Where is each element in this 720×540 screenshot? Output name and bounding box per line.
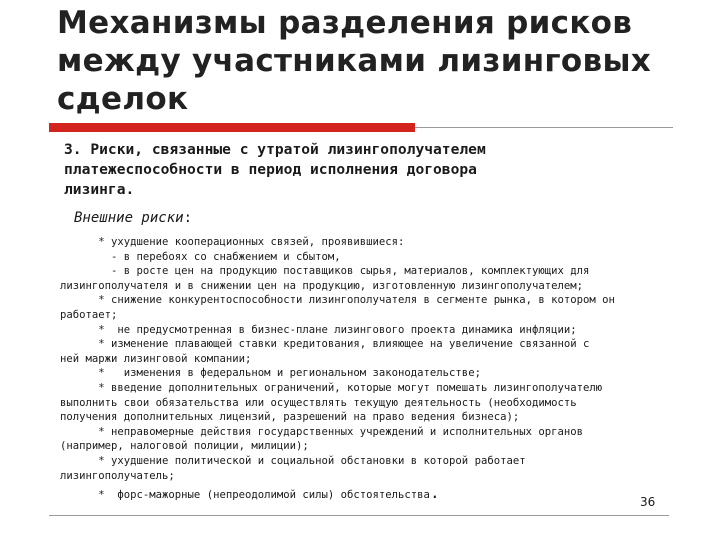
risk-list-line: ней маржи лизинговой компании; <box>60 352 252 365</box>
risk-list-line: * снижение конкурентоспособности лизингополучателя в сегменте рынка, в котором он <box>60 294 615 307</box>
external-risks-colon: : <box>183 210 193 226</box>
risk-list-line: - в перебоях со снабжением и сбытом, <box>60 250 341 263</box>
risk-list-line: лизингополучатель; <box>60 469 175 482</box>
risk-list-last-line <box>60 483 700 503</box>
section-heading-line-2: платежеспособности в период исполнения договора <box>64 161 477 178</box>
risk-list-line: - в росте цен на продукцию поставщиков сырья, материалов, комплектующих для <box>60 265 590 278</box>
footer-divider-line <box>49 515 669 516</box>
risk-list-line: (например, налоговой полиции, милиции); <box>60 440 309 453</box>
force-majeure-item: * форс-мажорные (непреодолимой силы) обстоятельства <box>60 489 430 502</box>
risk-list-line: * ухудшение политической и социальной обстановки в которой работает <box>60 454 526 467</box>
external-risks-subheading <box>74 208 192 228</box>
page-number: 36 <box>640 495 656 509</box>
risk-list-line: * изменения в федеральном и региональном законодательстве; <box>60 367 481 380</box>
section-heading-line-3: лизинга. <box>64 181 135 198</box>
risk-list <box>60 235 700 503</box>
slide-title-line-1: Механизмы разделения рисков <box>57 5 633 41</box>
risk-list-line: работает; <box>60 308 118 321</box>
risk-list-line: * не предусмотренная в бизнес-плане лизингового проекта динамика инфляции; <box>60 323 577 336</box>
risk-list-line: * неправомерные действия государственных учреждений и исполнительных органов <box>60 425 583 438</box>
section-heading-line-1: 3. Риски, связанные с утратой лизингополучателем <box>64 141 486 158</box>
risk-list-line: * ухудшение кооперационных связей, проявившиеся: <box>60 236 405 248</box>
slide-title-line-2: между участниками лизинговых <box>57 43 652 79</box>
risk-list-line: получения дополнительных лицензий, разрешений на право ведения бизнеса); <box>60 411 520 424</box>
risk-list-line: лизингополучателя и в снижении цен на продукцию, изготовленную лизингополучателем; <box>60 279 583 292</box>
title-divider-line <box>415 127 673 128</box>
external-risks-label: Внешние риски <box>74 210 184 226</box>
risk-list-line: * изменение плавающей ставки кредитования, влияющее на увеличение связанной с <box>60 338 590 351</box>
risk-list-line: выполнить свои обязательства или осуществлять текущую деятельность (необходимость <box>60 396 577 409</box>
slide-title-line-3: сделок <box>57 81 189 117</box>
force-majeure-period: . <box>429 483 440 503</box>
risk-list-line: * введение дополнительных ограничений, которые могут помешать лизингополучателю <box>60 381 603 394</box>
slide-title <box>57 4 707 118</box>
section-heading <box>64 140 684 200</box>
title-accent-bar <box>49 123 415 132</box>
